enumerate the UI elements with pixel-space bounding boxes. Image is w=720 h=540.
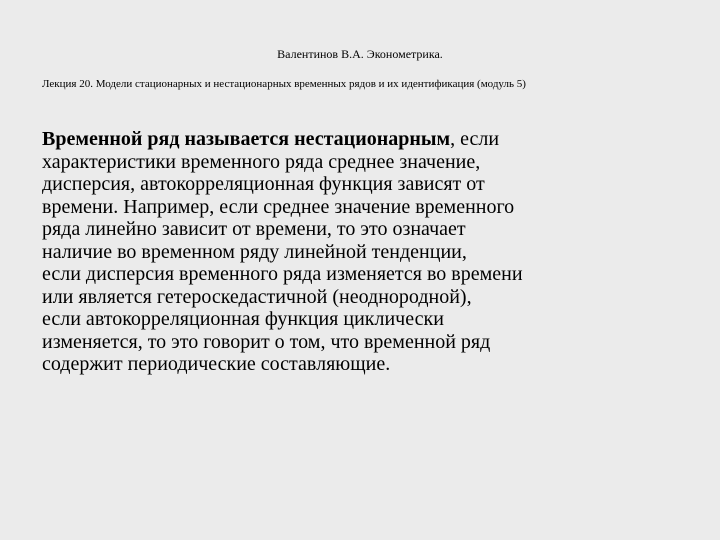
body-line: или является гетероскедастичной (неоднородной),: [42, 285, 472, 308]
body-line: [42, 128, 682, 151]
body-line: содержит периодические составляющие.: [42, 353, 391, 375]
defined-term: Временной ряд называется нестационарным: [42, 128, 451, 150]
body-line: изменяется, то это говорит о том, что временной ряд: [42, 330, 491, 353]
header-author: Валентинов В.А. Эконометрика.: [277, 47, 443, 61]
body-line: времени. Например, если среднее значение временного: [42, 195, 515, 218]
header-lecture-title: Лекция 20. Модели стационарных и нестационарных временных рядов и их идентификация (модуль 5): [42, 78, 526, 90]
body-paragraph: [42, 128, 682, 376]
body-line: характеристики временного ряда среднее значение,: [42, 150, 481, 173]
body-line: ряда линейно зависит от времени, то это означает: [42, 218, 466, 240]
body-line: наличие во временном ряду линейной тенденции,: [42, 240, 467, 263]
body-line: если дисперсия временного ряда изменяется во времени: [42, 263, 523, 285]
body-line: дисперсия, автокорреляционная функция зависят от: [42, 173, 485, 195]
body-line-rest: , если: [450, 128, 500, 150]
body-line: если автокорреляционная функция циклически: [42, 308, 444, 330]
